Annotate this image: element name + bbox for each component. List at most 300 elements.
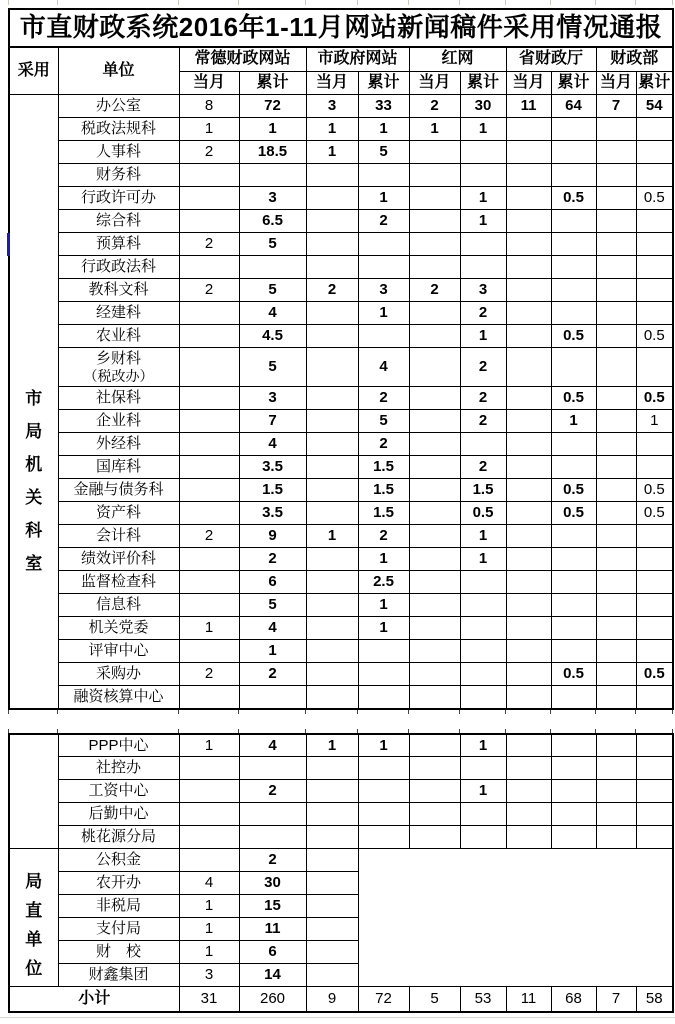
value-cell — [506, 348, 551, 387]
gridline-stub — [8, 729, 9, 733]
value-cell — [306, 686, 358, 709]
value-cell — [179, 502, 239, 525]
sheet-top-margin — [0, 0, 675, 8]
value-cell — [636, 118, 673, 141]
side-label-city-bureau-offices: 市 局 机 关 科 室 — [9, 95, 58, 709]
unit-cell: 工资中心 — [58, 780, 179, 803]
table-row — [9, 548, 673, 571]
value-cell: 0.5 — [636, 479, 673, 502]
value-cell — [636, 302, 673, 325]
value-cell — [306, 233, 358, 256]
table-row — [9, 164, 673, 187]
value-cell — [179, 757, 239, 780]
gridline-stub — [408, 710, 409, 714]
value-cell — [596, 780, 636, 803]
table-row — [9, 95, 673, 118]
selection-artifact — [7, 233, 10, 256]
col-sub-header: 当月 — [179, 72, 239, 95]
value-cell — [179, 548, 239, 571]
value-cell: 1 — [358, 594, 409, 617]
unit-cell: 农开办 — [58, 872, 179, 895]
value-cell — [596, 686, 636, 709]
value-cell — [506, 502, 551, 525]
value-cell — [179, 686, 239, 709]
value-cell — [596, 164, 636, 187]
gridline-stub — [178, 710, 179, 714]
value-cell — [551, 118, 596, 141]
value-cell — [460, 757, 506, 780]
gridline-stub — [57, 729, 58, 733]
side-cell-empty — [9, 734, 58, 849]
value-cell — [358, 780, 409, 803]
subtotal-value-cell: 7 — [596, 987, 636, 1012]
gridline-stub — [357, 729, 358, 733]
value-cell — [306, 410, 358, 433]
header-group-row — [9, 47, 673, 72]
value-cell — [596, 279, 636, 302]
value-cell — [506, 640, 551, 663]
value-cell — [306, 918, 358, 941]
value-cell — [179, 780, 239, 803]
gridline-stub — [8, 0, 9, 5]
gridline-stub — [635, 0, 636, 5]
value-cell: 7 — [239, 410, 306, 433]
value-cell: 1 — [460, 734, 506, 757]
gridline-stub — [178, 729, 179, 733]
value-cell — [409, 548, 460, 571]
unit-cell: 国库科 — [58, 456, 179, 479]
unit-cell: 财 校 — [58, 941, 179, 964]
value-cell — [179, 571, 239, 594]
value-cell: 2 — [460, 387, 506, 410]
table-row — [9, 663, 673, 686]
value-cell — [460, 141, 506, 164]
value-cell — [306, 433, 358, 456]
value-cell — [409, 210, 460, 233]
unit-cell: PPP中心 — [58, 734, 179, 757]
value-cell: 4 — [358, 348, 409, 387]
value-cell — [506, 456, 551, 479]
unit-cell: 支付局 — [58, 918, 179, 941]
table-row — [9, 210, 673, 233]
report-table-upper — [8, 8, 674, 710]
value-cell — [506, 571, 551, 594]
value-cell — [596, 826, 636, 849]
table-row — [9, 456, 673, 479]
value-cell — [179, 456, 239, 479]
value-cell: 30 — [239, 872, 306, 895]
value-cell: 1 — [239, 118, 306, 141]
unit-cell: 融资核算中心 — [58, 686, 179, 709]
value-cell — [358, 164, 409, 187]
subtotal-value-cell: 72 — [358, 987, 409, 1012]
value-cell — [409, 663, 460, 686]
value-cell — [179, 640, 239, 663]
unit-cell: 社控办 — [58, 757, 179, 780]
value-cell — [506, 302, 551, 325]
value-cell — [596, 617, 636, 640]
value-cell — [506, 734, 551, 757]
gridline-stub — [595, 0, 596, 5]
value-cell — [506, 118, 551, 141]
value-cell — [506, 325, 551, 348]
value-cell — [636, 548, 673, 571]
value-cell: 1 — [358, 617, 409, 640]
value-cell: 72 — [239, 95, 306, 118]
value-cell: 0.5 — [636, 502, 673, 525]
value-cell — [409, 525, 460, 548]
gridline-stub — [57, 710, 58, 714]
gridline-stub — [238, 710, 239, 714]
value-cell: 1 — [551, 410, 596, 433]
value-cell — [596, 571, 636, 594]
col-group-header: 财政部 — [596, 47, 673, 72]
value-cell — [506, 233, 551, 256]
gridline-stub — [672, 0, 673, 5]
value-cell — [409, 686, 460, 709]
value-cell — [506, 279, 551, 302]
value-cell: 1 — [179, 617, 239, 640]
subtotal-value-cell: 68 — [551, 987, 596, 1012]
value-cell — [596, 348, 636, 387]
gridline-stub — [550, 710, 551, 714]
gridline-stub — [672, 710, 673, 714]
value-cell — [460, 594, 506, 617]
value-cell — [358, 663, 409, 686]
table-row — [9, 686, 673, 709]
value-cell: 2 — [239, 548, 306, 571]
value-cell: 2 — [179, 233, 239, 256]
value-cell: 1.5 — [460, 479, 506, 502]
value-cell — [551, 279, 596, 302]
value-cell: 30 — [460, 95, 506, 118]
value-cell — [409, 803, 460, 826]
value-cell: 1 — [460, 548, 506, 571]
value-cell — [358, 757, 409, 780]
value-cell — [409, 387, 460, 410]
value-cell — [551, 348, 596, 387]
value-cell — [551, 141, 596, 164]
col-sub-header: 累计 — [551, 72, 596, 95]
value-cell — [596, 456, 636, 479]
value-cell — [506, 187, 551, 210]
value-cell — [306, 502, 358, 525]
value-cell: 1 — [306, 118, 358, 141]
col-group-header: 红网 — [409, 47, 506, 72]
value-cell: 15 — [239, 895, 306, 918]
value-cell: 11 — [239, 918, 306, 941]
value-cell: 1 — [358, 118, 409, 141]
value-cell: 1 — [179, 118, 239, 141]
value-cell — [306, 663, 358, 686]
value-cell — [179, 256, 239, 279]
unit-cell: 信息科 — [58, 594, 179, 617]
value-cell — [409, 141, 460, 164]
value-cell — [636, 164, 673, 187]
value-cell — [306, 826, 358, 849]
value-cell — [596, 663, 636, 686]
value-cell — [306, 941, 358, 964]
table-row — [9, 433, 673, 456]
subtotal-value-cell: 11 — [506, 987, 551, 1012]
value-cell — [409, 640, 460, 663]
unit-cell: 税政法规科 — [58, 118, 179, 141]
gridline-stub — [238, 0, 239, 5]
value-cell — [409, 780, 460, 803]
value-cell — [239, 686, 306, 709]
value-cell — [409, 502, 460, 525]
value-cell — [306, 757, 358, 780]
gridline-stub — [550, 729, 551, 733]
value-cell — [506, 256, 551, 279]
value-cell: 2 — [179, 525, 239, 548]
value-cell: 0.5 — [551, 502, 596, 525]
gridline-stub — [459, 0, 460, 5]
value-cell — [358, 640, 409, 663]
subtotal-value-cell: 9 — [306, 987, 358, 1012]
table-row — [9, 387, 673, 410]
subtotal-value-cell: 5 — [409, 987, 460, 1012]
gridline-stub — [57, 0, 58, 5]
value-cell: 1 — [306, 734, 358, 757]
value-cell — [409, 325, 460, 348]
col-sub-header: 当月 — [306, 72, 358, 95]
gridline-stub — [459, 710, 460, 714]
gridline-stub — [305, 0, 306, 5]
unit-cell: 监督检查科 — [58, 571, 179, 594]
value-cell — [179, 826, 239, 849]
value-cell — [636, 826, 673, 849]
value-cell — [409, 617, 460, 640]
value-cell — [506, 525, 551, 548]
unit-cell: 机关党委 — [58, 617, 179, 640]
unit-cell: 教科文科 — [58, 279, 179, 302]
value-cell — [551, 233, 596, 256]
col-sub-header: 当月 — [409, 72, 460, 95]
value-cell — [506, 210, 551, 233]
value-cell: 1 — [460, 325, 506, 348]
gridline-stub — [550, 0, 551, 5]
value-cell: 1 — [239, 640, 306, 663]
value-cell — [179, 387, 239, 410]
value-cell: 3.5 — [239, 456, 306, 479]
value-cell — [306, 387, 358, 410]
value-cell — [596, 734, 636, 757]
value-cell — [239, 757, 306, 780]
value-cell: 1 — [306, 141, 358, 164]
value-cell — [596, 118, 636, 141]
col-sub-header: 累计 — [460, 72, 506, 95]
value-cell: 1 — [179, 734, 239, 757]
value-cell: 1.5 — [358, 502, 409, 525]
value-cell: 6.5 — [239, 210, 306, 233]
value-cell — [306, 302, 358, 325]
value-cell — [636, 256, 673, 279]
unit-cell: 乡财科 （税改办） — [58, 348, 179, 387]
value-cell — [358, 826, 409, 849]
value-cell: 1 — [460, 118, 506, 141]
value-cell — [306, 164, 358, 187]
value-cell: 2 — [358, 433, 409, 456]
value-cell: 18.5 — [239, 141, 306, 164]
unit-cell: 社保科 — [58, 387, 179, 410]
gridline-stub — [305, 729, 306, 733]
subtotal-value-cell: 260 — [239, 987, 306, 1012]
value-cell: 0.5 — [551, 387, 596, 410]
side-label-bureau-direct-units: 局 直 单 位 — [9, 849, 58, 987]
value-cell: 3.5 — [239, 502, 306, 525]
value-cell: 6 — [239, 941, 306, 964]
gridline-stub — [505, 729, 506, 733]
value-cell — [306, 256, 358, 279]
value-cell: 2 — [358, 525, 409, 548]
value-cell: 4 — [239, 617, 306, 640]
value-cell — [179, 210, 239, 233]
unit-cell: 外经科 — [58, 433, 179, 456]
value-cell — [506, 594, 551, 617]
unit-cell: 行政政法科 — [58, 256, 179, 279]
value-cell — [551, 826, 596, 849]
value-cell — [551, 525, 596, 548]
col-group-header: 常德财政网站 — [179, 47, 306, 72]
value-cell: 1 — [460, 525, 506, 548]
value-cell — [358, 233, 409, 256]
value-cell: 0.5 — [636, 387, 673, 410]
value-cell — [409, 757, 460, 780]
subtotal-value-cell: 53 — [460, 987, 506, 1012]
subtotal-value-cell: 58 — [636, 987, 673, 1012]
value-cell — [179, 803, 239, 826]
value-cell — [409, 256, 460, 279]
gridline-stub — [672, 729, 673, 733]
value-cell: 2 — [239, 849, 306, 872]
value-cell — [636, 780, 673, 803]
value-cell — [596, 325, 636, 348]
subtotal-row — [9, 987, 673, 1012]
unit-cell: 金融与债务科 — [58, 479, 179, 502]
value-cell — [636, 456, 673, 479]
table-row — [9, 594, 673, 617]
value-cell: 2 — [409, 279, 460, 302]
gridline-stub — [357, 710, 358, 714]
value-cell — [506, 410, 551, 433]
value-cell — [551, 433, 596, 456]
gridline-stub — [408, 0, 409, 5]
value-cell — [551, 210, 596, 233]
unit-cell: 企业科 — [58, 410, 179, 433]
value-cell — [506, 617, 551, 640]
value-cell — [596, 479, 636, 502]
value-cell — [506, 780, 551, 803]
table-row — [9, 233, 673, 256]
col-group-header: 市政府网站 — [306, 47, 409, 72]
table-row — [9, 302, 673, 325]
table-row — [9, 279, 673, 302]
gridline-stub — [635, 729, 636, 733]
value-cell: 2 — [358, 387, 409, 410]
value-cell — [636, 233, 673, 256]
value-cell — [551, 456, 596, 479]
value-cell — [551, 594, 596, 617]
value-cell — [306, 780, 358, 803]
value-cell: 2 — [358, 210, 409, 233]
value-cell — [551, 780, 596, 803]
value-cell — [358, 256, 409, 279]
merged-blank-cell — [358, 849, 673, 987]
value-cell — [306, 594, 358, 617]
gridline-stub — [505, 710, 506, 714]
gridline-stub — [595, 729, 596, 733]
value-cell: 11 — [506, 95, 551, 118]
report-table-lower — [8, 733, 674, 1013]
value-cell — [179, 325, 239, 348]
value-cell — [636, 348, 673, 387]
value-cell — [460, 233, 506, 256]
col-sub-header: 累计 — [239, 72, 306, 95]
unit-cell: 经建科 — [58, 302, 179, 325]
value-cell — [306, 617, 358, 640]
table-row — [9, 734, 673, 757]
value-cell — [460, 686, 506, 709]
unit-cell: 农业科 — [58, 325, 179, 348]
value-cell — [409, 594, 460, 617]
value-cell: 14 — [239, 964, 306, 987]
value-cell: 3 — [306, 95, 358, 118]
value-cell — [551, 302, 596, 325]
value-cell — [306, 210, 358, 233]
value-cell — [596, 803, 636, 826]
value-cell — [551, 548, 596, 571]
value-cell: 1 — [409, 118, 460, 141]
value-cell — [596, 141, 636, 164]
value-cell: 0.5 — [551, 663, 596, 686]
value-cell — [636, 141, 673, 164]
value-cell — [358, 686, 409, 709]
value-cell — [460, 433, 506, 456]
value-cell — [636, 594, 673, 617]
value-cell: 2 — [460, 410, 506, 433]
unit-cell: 绩效评价科 — [58, 548, 179, 571]
table-row — [9, 826, 673, 849]
value-cell — [596, 502, 636, 525]
col-sub-header: 累计 — [636, 72, 673, 95]
value-cell — [409, 410, 460, 433]
value-cell — [409, 826, 460, 849]
value-cell — [306, 964, 358, 987]
value-cell: 0.5 — [636, 187, 673, 210]
value-cell: 2 — [179, 663, 239, 686]
value-cell — [306, 187, 358, 210]
col-sub-header: 累计 — [358, 72, 409, 95]
value-cell — [596, 594, 636, 617]
value-cell — [506, 164, 551, 187]
value-cell — [409, 187, 460, 210]
value-cell — [506, 663, 551, 686]
table-row — [9, 502, 673, 525]
unit-cell: 预算科 — [58, 233, 179, 256]
value-cell — [409, 571, 460, 594]
value-cell — [636, 757, 673, 780]
value-cell: 2 — [306, 279, 358, 302]
unit-cell: 办公室 — [58, 95, 179, 118]
value-cell — [306, 325, 358, 348]
value-cell: 2 — [409, 95, 460, 118]
gridline-stub — [408, 729, 409, 733]
unit-cell: 采购办 — [58, 663, 179, 686]
table-row — [9, 256, 673, 279]
value-cell: 4 — [239, 302, 306, 325]
value-cell — [409, 164, 460, 187]
